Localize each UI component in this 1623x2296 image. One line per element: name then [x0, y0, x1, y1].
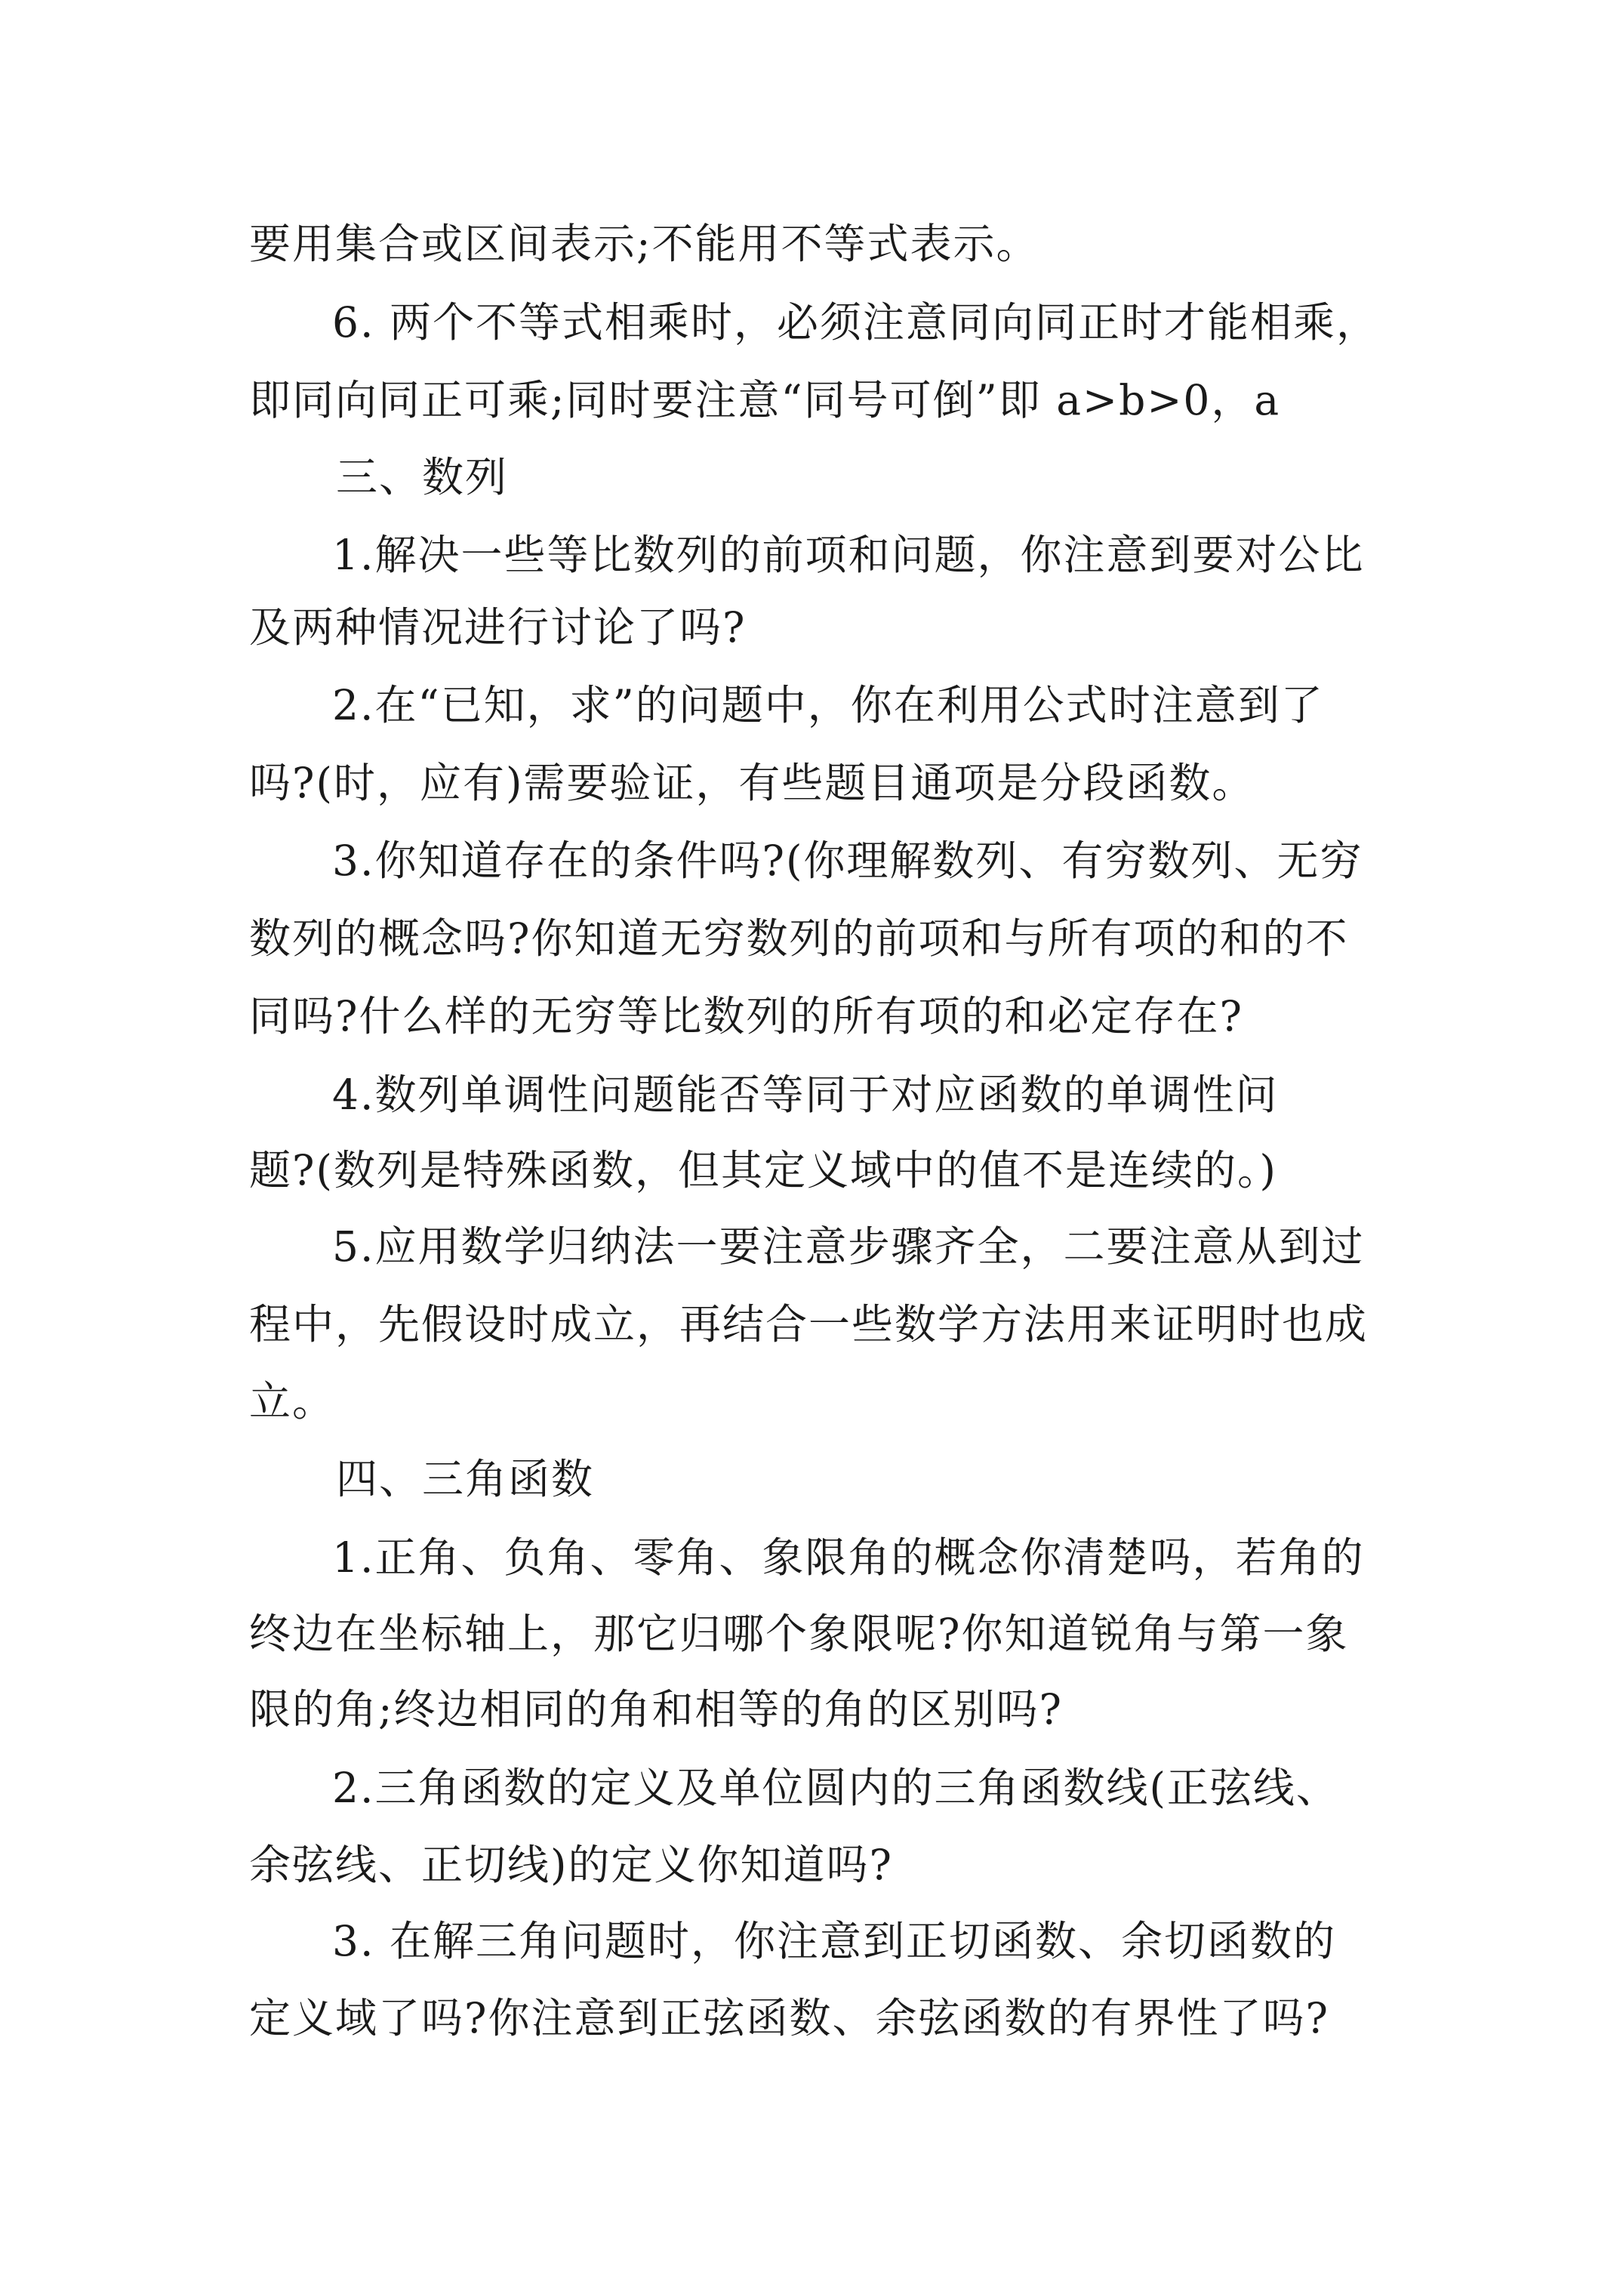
text-line: 要用集合或区间表示;不能用不等式表示。	[249, 220, 1039, 268]
text-line: 余弦线、正切线)的定义你知道吗?	[249, 1841, 893, 1889]
section-heading-trigonometric-functions: 四、三角函数	[336, 1455, 595, 1503]
text-line: 2.在“已知，求”的问题中，你在利用公式时注意到了	[332, 681, 1324, 729]
text-line: 终边在坐标轴上，那它归哪个象限呢?你知道锐角与第一象	[249, 1610, 1349, 1658]
text-line: 3. 在解三角问题时，你注意到正切函数、余切函数的	[332, 1917, 1336, 1965]
text-line: 5.应用数学归纳法一要注意步骤齐全，二要注意从到过	[332, 1222, 1365, 1271]
text-line: 1.正角、负角、零角、象限角的概念你清楚吗，若角的	[332, 1533, 1365, 1582]
text-line: 即同向同正可乘;同时要注意“同号可倒”即 a>b>0，a	[249, 376, 1281, 424]
text-line: 程中，先假设时成立，再结合一些数学方法用来证明时也成	[249, 1300, 1369, 1348]
text-line: 3.你知道存在的条件吗?(你理解数列、有穷数列、无穷	[332, 837, 1363, 885]
text-line: 6. 两个不等式相乘时，必须注意同向同正时才能相乘，	[332, 298, 1379, 347]
section-heading-sequences: 三、数列	[336, 453, 509, 501]
text-line: 定义域了吗?你注意到正弦函数、余弦函数的有界性了吗?	[249, 1994, 1329, 2042]
text-line: 2.三角函数的定义及单位圆内的三角函数线(正弦线、	[332, 1764, 1339, 1812]
text-line: 1.解决一些等比数列的前项和问题，你注意到要对公比	[332, 531, 1365, 579]
text-line: 及两种情况进行讨论了吗?	[249, 603, 747, 652]
text-line: 同吗?什么样的无穷等比数列的所有项的和必定存在?	[249, 992, 1243, 1040]
text-line: 4.数列单调性问题能否等同于对应函数的单调性问	[332, 1071, 1279, 1119]
text-line: 立。	[249, 1377, 336, 1425]
text-line: 限的角;终边相同的角和相等的角的区别吗?	[249, 1685, 1064, 1734]
text-line: 题?(数列是特殊函数，但其定义域中的值不是连续的。)	[249, 1146, 1277, 1194]
text-line: 吗?(时，应有)需要验证，有些题目通项是分段函数。	[249, 759, 1255, 807]
text-line: 数列的概念吗?你知道无穷数列的前项和与所有项的和的不	[249, 914, 1349, 963]
